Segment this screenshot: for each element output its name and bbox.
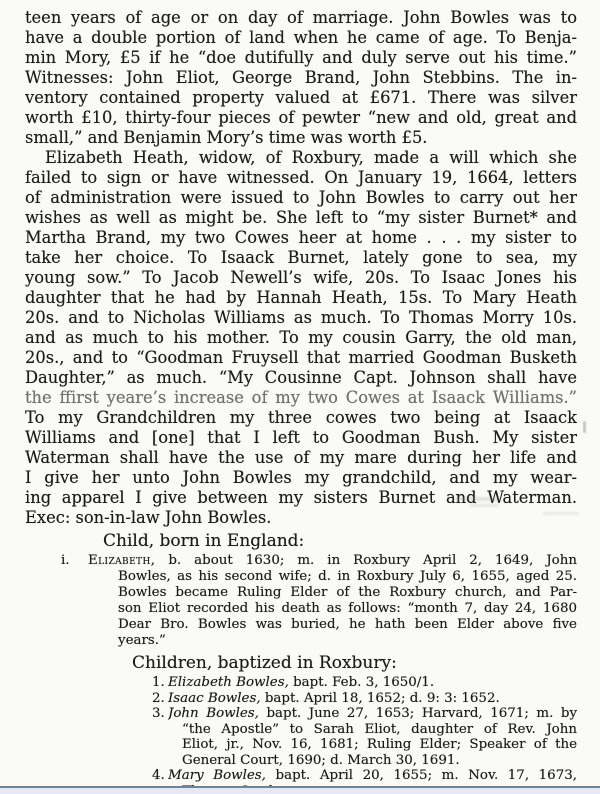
child-entry bbox=[25, 706, 577, 768]
child-entry bbox=[25, 691, 577, 707]
entry-line: General Court, 1690; d. March 30, 1691. bbox=[182, 752, 460, 768]
child-entry bbox=[25, 553, 577, 649]
text-line: the ffirst yeare’s increase of my two Cowes at Isaack Williams.” bbox=[25, 388, 577, 407]
entry-first-line bbox=[168, 768, 577, 784]
text-line: Elizabeth Heath, widow, of Roxbury, made a will which she bbox=[45, 148, 577, 167]
text-line: young sow.” To Jacob Newell’s wife, 20s. To Isaac Jones his bbox=[25, 268, 577, 287]
section-heading: Child, born in England: bbox=[103, 531, 305, 551]
section-heading: Children, baptized in Roxbury: bbox=[132, 653, 397, 673]
text-line: daughter that he had by Hannah Heath, 15s. To Mary Heath bbox=[25, 288, 577, 307]
entry-line: years.” bbox=[118, 633, 166, 648]
entry-first-line bbox=[88, 553, 577, 569]
text-line: ing apparel I give between my sisters Burnet and Waterman. bbox=[25, 488, 577, 507]
entry-name: Elizabeth, bbox=[88, 553, 156, 568]
entry-line: Eliot, jr., Nov. 16, 1681; Ruling Elder; Speaker of the bbox=[182, 737, 577, 752]
text-line: worth £10, thirty-four pieces of pewter “new and old, great and bbox=[25, 108, 577, 127]
text-line: of administration were issued to John Bowles to carry out her bbox=[25, 188, 577, 207]
entry-label: 3. bbox=[152, 706, 165, 721]
text-line: min Mory, £5 if he “doe dutifully and duly serve out his time.” bbox=[25, 48, 577, 67]
scan-mark bbox=[583, 421, 586, 433]
text-line: I give her unto John Bowles my grandchild, and my wear- bbox=[25, 468, 577, 487]
entry-name: Elizabeth Bowles, bbox=[168, 675, 289, 690]
text-line: take her choice. To Isaack Burnet, lately gone to sea, my bbox=[25, 248, 577, 267]
entry-first-rest: bapt. April 18, 1652; d. 9: 3: 1652. bbox=[260, 690, 500, 706]
text-line: Waterman shall have the use of my mare during her life and bbox=[25, 448, 577, 467]
entry-first-rest: bapt. June 27, 1653; Harvard, 1671; m. by bbox=[258, 706, 577, 721]
entry-line: “the Apostle” to Sarah Eliot, daughter of Rev. John bbox=[182, 721, 577, 737]
entry-first-rest: bapt. April 20, 1655; m. Nov. 17, 1673, bbox=[265, 768, 577, 783]
entry-name: John Bowles, bbox=[168, 706, 259, 721]
text-line: small,” and Benjamin Mory’s time was worth £5. bbox=[25, 128, 428, 147]
paragraph bbox=[25, 148, 577, 528]
text-line: teen years of age or on day of marriage. John Bowles was to bbox=[25, 8, 577, 27]
text-line: Daughter,” as much. “My Cousinne Capt. Johnson shall have bbox=[25, 368, 577, 387]
text-line: 20s., and to “Goodman Fruysell that married Goodman Busketh bbox=[25, 348, 577, 367]
paragraph bbox=[25, 8, 577, 148]
text-line: Witnesses: John Eliot, George Brand, John Stebbins. The in- bbox=[25, 68, 577, 87]
window-bottom-edge bbox=[0, 786, 600, 794]
section bbox=[25, 531, 577, 649]
child-entry bbox=[25, 675, 577, 691]
entry-label: i. bbox=[61, 553, 70, 568]
scan-smudge bbox=[455, 497, 501, 501]
entry-line: Dear Bro. Bowles was buried, he hath been Elder above five bbox=[118, 617, 577, 632]
text-line: ventory contained property valued at £671. There was silver bbox=[25, 88, 577, 107]
section bbox=[25, 653, 577, 794]
scan-smudge bbox=[469, 504, 499, 507]
entry-first-rest: bapt. Feb. 3, 1650/1. bbox=[288, 675, 435, 690]
text-line: Exec: son-in-law John Bowles. bbox=[25, 508, 272, 527]
entry-line: son Eliot recorded his death as follows: “month 7, day 24, 1680 bbox=[118, 601, 577, 616]
entry-first-line bbox=[168, 691, 577, 707]
entry-line: Bowles, as his second wife; d. in Roxbury July 6, 1655, aged 25. bbox=[118, 569, 577, 584]
text-line: failed to sign or have witnessed. On January 19, 1664, letters bbox=[25, 168, 577, 187]
text-line: To my Grandchildren my three cowes two being at Isaack bbox=[25, 408, 577, 427]
entry-first-line bbox=[168, 675, 577, 691]
text-line: Williams and [one] that I left to Goodman Bush. My sister bbox=[25, 428, 577, 447]
text-line: 20s. and to Nicholas Williams as much. To Thomas Morry 10s. bbox=[25, 308, 577, 327]
entry-first-rest: b. about 1630; m. in Roxbury April 2, 1649, John bbox=[155, 553, 577, 568]
text-line: have a double portion of land when he came of age. To Benja- bbox=[25, 28, 577, 47]
scan-smudge bbox=[543, 512, 579, 515]
entry-label: 4. bbox=[152, 768, 165, 783]
entry-name: Isaac Bowles, bbox=[168, 690, 261, 706]
entry-line: Bowles became Ruling Elder of the Roxbury church, and Par- bbox=[118, 585, 577, 600]
text-line: and as much to his mother. To my cousin Garry, the old man, bbox=[25, 328, 577, 347]
entry-label: 2. bbox=[152, 690, 165, 706]
text-line: wishes as well as might be. She left to “my sister Burnet* and bbox=[25, 208, 577, 227]
text-line: Martha Brand, my two Cowes heer at home . . . my sister to bbox=[25, 228, 577, 247]
entry-name: Mary Bowles, bbox=[168, 768, 266, 783]
entry-first-line bbox=[168, 706, 577, 722]
will-text-block bbox=[25, 8, 577, 528]
entry-label: 1. bbox=[152, 675, 165, 690]
